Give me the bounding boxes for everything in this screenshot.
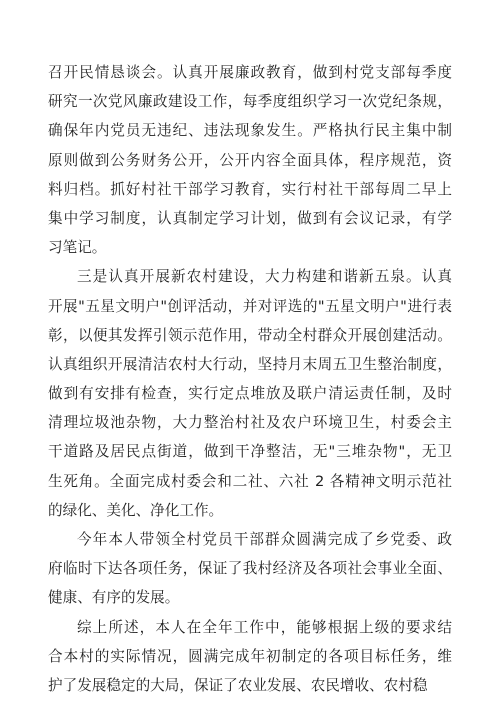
text-line: 清理垃圾池杂物，大力整治村社及农户环境卫生，村委会主 (48, 414, 452, 432)
text-line: 综上所述，本人在全年工作中，能够根据上级的要求结 (77, 618, 452, 636)
text-line: 护了发展稳定的大局，保证了农业发展、农民增收、农村稳 (48, 676, 428, 694)
document-body (48, 58, 452, 700)
text-line: 三是认真开展新农村建设，大力构建和谐新五泉。认真 (77, 268, 452, 286)
text-line: 召开民情恳谈会。认真开展廉政教育，做到村党支部每季度 (48, 64, 452, 81)
text-line: 习笔记。 (48, 239, 107, 257)
text-line: 彰，以便其发挥引领示范作用，带动全村群众开展创建活动。 (48, 326, 452, 344)
text-line: 认真组织开展清洁农村大行动，坚持月末周五卫生整治制度， (48, 355, 452, 373)
text-line: 合本村的实际情况，圆满完成年初制定的各项目标任务，维 (48, 647, 452, 665)
text-line: 府临时下达各项任务，保证了我村经济及各项社会事业全面、 (48, 560, 452, 578)
text-line: 做到有安排有检查，实行定点堆放及联户清运责任制，及时 (48, 385, 452, 403)
text-line: 确保年内党员无违纪、违法现象发生。严格执行民主集中制 (48, 122, 452, 140)
paragraph (48, 262, 452, 525)
paragraph (48, 58, 452, 262)
text-line: 研究一次党风廉政建设工作，每季度组织学习一次党纪条规， (48, 93, 452, 111)
text-line: 原则做到公务财务公开，公开内容全面具体，程序规范，资 (48, 151, 452, 169)
paragraph (48, 525, 452, 613)
text-line: 料归档。抓好村社干部学习教育，实行村社干部每周二早上 (48, 180, 452, 198)
text-line: 集中学习制度，认真制定学习计划，做到有会议记录，有学 (48, 209, 452, 227)
text-line: 今年本人带领全村党员干部群众圆满完成了乡党委、政 (77, 531, 452, 548)
paragraph (48, 613, 452, 701)
text-line: 开展"五星文明户"创评活动，并对评选的"五星文明户"进行表 (48, 297, 452, 315)
text-line: 干道路及居民点街道，做到干净整洁，无"三堆杂物"，无卫 (48, 443, 452, 461)
text-line: 生死角。全面完成村委会和二社、六社 2 各精神文明示范社 (48, 472, 452, 490)
text-line: 的绿化、美化、净化工作。 (48, 501, 224, 519)
text-line: 健康、有序的发展。 (48, 589, 180, 607)
